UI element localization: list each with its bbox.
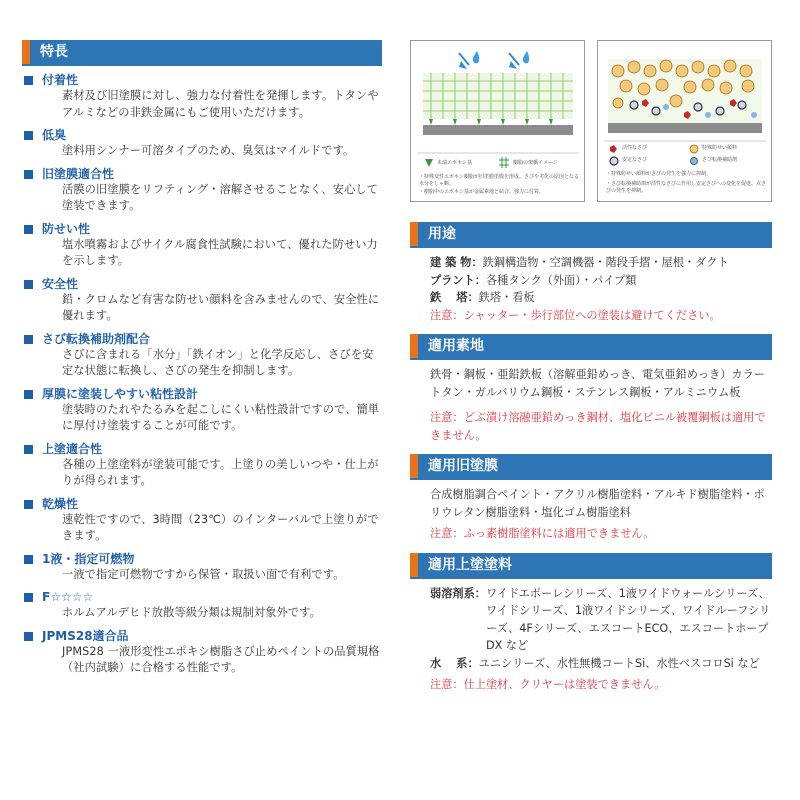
figures-row	[410, 40, 772, 202]
substrate-header	[410, 334, 772, 360]
feature-title	[22, 331, 382, 347]
square-bullet-icon	[24, 555, 33, 564]
feature-title	[22, 441, 382, 457]
topcoat-header	[410, 553, 772, 579]
feature-title-text: 旧塗膜適合性	[42, 166, 115, 181]
feature-title-text: 乾燥性	[42, 496, 79, 511]
usage-label: 建 築 物：	[430, 256, 483, 269]
square-bullet-icon	[24, 131, 33, 140]
feature-description: JPMS28 一液形変性エポキシ樹脂さび止めペイントの品質規格（社内試験）に合格する性能です。	[62, 644, 380, 674]
features-column	[22, 40, 382, 677]
feature-title-text: 厚膜に塗装しやすい粘性設計	[42, 386, 199, 401]
features-list	[22, 72, 382, 677]
topcoat-text: ユニシリーズ、水性無機コートSi、水性ベスコロSi など	[478, 656, 760, 670]
usage-note: 注意：シャッター・歩行部位への塗装は避けてください。	[430, 308, 721, 322]
header-accent	[22, 40, 30, 64]
feature-description: さびに含まれる「水分」「鉄イオン」と化学反応し、さびを安定な状態に転換し、さびの発生を抑制します。	[62, 347, 374, 377]
square-bullet-icon	[24, 445, 33, 454]
legend-pigment-label: 特殊防せい顔料	[702, 145, 738, 151]
feature-item	[22, 441, 382, 490]
feature-title-text: 1液・指定可燃物	[42, 551, 135, 566]
epoxy-anchor-points	[429, 119, 553, 125]
old-coating-body	[410, 480, 772, 543]
substrate-section	[410, 334, 772, 444]
usage-row	[430, 254, 772, 272]
rust-inhibition-figure	[597, 40, 772, 202]
old-coating-header-title: 適用旧塗膜	[418, 454, 772, 478]
metal-substrate	[608, 123, 762, 133]
topcoat-header-title: 適用上塗塗料	[418, 553, 772, 577]
feature-description: 速乾性ですので、3時間（23℃）のインターバルで上塗りができます。	[62, 512, 379, 542]
resin-crosslink-figure	[410, 40, 585, 202]
feature-item	[22, 628, 382, 677]
feature-description: 各種の上塗塗料が塗装可能です。上塗りの美しいつや・仕上がりが得られます。	[62, 457, 379, 487]
legend-active-rust-label: 活性なさび	[622, 145, 648, 151]
features-header	[22, 40, 382, 66]
feature-description: 塗料用シンナー可溶タイプのため、臭気はマイルドです。	[62, 144, 355, 157]
feature-description: 素材及び旧塗膜に対し、強力な付着性を発揮します。トタンやアルミなどの非鉄金属にもご使用いただけます。	[62, 89, 379, 119]
usage-text: 鉄鋼構造物・空調機器・階段手摺・屋根・ダクト	[482, 256, 729, 269]
topcoat-section	[410, 553, 772, 694]
feature-item	[22, 589, 382, 622]
figure2-note-2: ・さび転換補助剤が活性なさびに作用し安定さびへの変化を促進。点さびの発生を抑制。	[606, 181, 767, 194]
square-bullet-icon	[24, 632, 33, 641]
figure1-note-1: ・特殊変性エポキシ樹脂が旧塗膜塗膜を形成。さびや劣化の原因となる水分をしゃ断。	[419, 174, 579, 187]
usage-row	[430, 272, 772, 290]
usage-label: プラント：	[430, 273, 486, 287]
feature-item	[22, 221, 382, 270]
features-header-title: 特長	[30, 40, 382, 64]
legend-epoxy-label: 未端エポキシ基	[437, 160, 472, 166]
usage-header	[410, 222, 772, 248]
topcoat-row	[430, 585, 772, 655]
feature-description: 塩水噴霧およびサイクル腐食性試験において、優れた防せい力を示します。	[62, 237, 378, 267]
feature-title	[22, 551, 382, 567]
feature-item	[22, 551, 382, 584]
legend-stable-rust-label: 安定なさび	[622, 157, 648, 163]
usage-header-title: 用途	[418, 222, 772, 246]
topcoat-label: 水 系：	[430, 656, 479, 670]
topcoat-note: 注意：仕上塗材、クリヤーは塗装できません。	[430, 678, 666, 691]
square-bullet-icon	[24, 390, 33, 399]
feature-title	[22, 496, 382, 512]
legend-agent-label: さび転換補助剤	[702, 157, 738, 163]
pigment-legend-icon	[690, 145, 698, 153]
old-coating-note: 注意：ふっ素樹脂塗料には適用できません。	[430, 527, 655, 540]
agent-legend-icon	[691, 158, 698, 165]
substrate-body	[410, 360, 772, 444]
feature-title-text: JPMS28適合品	[42, 628, 129, 643]
usage-body	[410, 248, 772, 324]
substrate-header-title: 適用素地	[418, 334, 772, 358]
usage-section	[410, 222, 772, 324]
feature-title-text: 付着性	[42, 73, 79, 87]
feature-description: 鉛・クロムなど有害な防せい顔料を含みませんので、安全性に優れます。	[62, 292, 380, 322]
feature-item	[22, 127, 382, 160]
feature-title	[22, 166, 382, 182]
old-coating-header	[410, 454, 772, 480]
feature-title-text: さび転換補助剤配合	[42, 331, 151, 346]
feature-title-text: 防せい性	[42, 221, 91, 236]
square-bullet-icon	[24, 593, 33, 602]
usage-row	[430, 289, 772, 307]
figure2-note-1: ・特殊防せい顔料がさびの発生を強力に抑制。	[606, 171, 712, 177]
substrate-text: 鉄骨・鋼板・亜鉛鉄板（溶解亜鉛めっき、電気亜鉛めっき）カラートタン・ガルバリウム鋼板・ステンレス鋼板・アルミニウム板	[430, 368, 765, 399]
legend-mesh-label: 樹脂の架橋イメージ	[513, 160, 558, 166]
feature-title-text: 上塗適合性	[42, 441, 103, 456]
feature-title	[22, 589, 382, 605]
feature-description: 活膜の旧塗膜をリフティング・溶解させることなく、安心して塗装できます。	[62, 182, 379, 212]
feature-description: 一液で指定可燃物ですから保管・取扱い面で有利です。	[62, 567, 345, 581]
feature-item	[22, 276, 382, 325]
topcoat-label: 弱溶剤系：	[430, 586, 486, 600]
square-bullet-icon	[24, 225, 33, 234]
old-coating-section	[410, 454, 772, 543]
feature-title-text: F☆☆☆☆	[42, 590, 94, 604]
stable-rust-legend-icon	[610, 157, 618, 165]
topcoat-row	[430, 655, 772, 673]
water-drop-icon-left	[459, 51, 479, 69]
feature-item	[22, 331, 382, 380]
feature-title-text: 安全性	[42, 276, 79, 291]
feature-title	[22, 628, 382, 644]
feature-title	[22, 386, 382, 402]
square-bullet-icon	[24, 76, 33, 85]
square-bullet-icon	[24, 280, 33, 289]
feature-item	[22, 386, 382, 435]
substrate-note: 注意：どぶ漬け溶融亜鉛めっき鋼材、塩化ビニル被覆鋼板は適用できません。	[430, 411, 766, 442]
metal-substrate	[423, 125, 573, 135]
feature-title	[22, 276, 382, 292]
feature-item	[22, 166, 382, 215]
feature-description: ホルムアルデヒド放散等級分類は規制対象外です。	[62, 606, 321, 619]
usage-label: 鉄 塔：	[430, 291, 479, 304]
epoxy-legend-icon	[425, 159, 433, 167]
topcoat-body	[410, 579, 772, 694]
square-bullet-icon	[24, 335, 33, 344]
water-drop-icon-right	[509, 51, 529, 69]
mesh-legend-icon	[499, 157, 509, 168]
active-rust-legend-icon	[610, 145, 617, 153]
usage-text: 各種タンク（外面）・パイプ類	[485, 273, 637, 287]
feature-item	[22, 72, 382, 121]
feature-title	[22, 127, 382, 143]
usage-text: 鉄塔・看板	[478, 291, 535, 304]
feature-description: 塗装時のたれやたるみを起こしにくい粘性設計ですので、簡単に厚付け塗装することが可能です。	[62, 402, 380, 432]
figure1-note-2: ・樹脂中のエポキシ基が金属素地と結合。強力に付着。	[419, 189, 544, 195]
topcoat-text: ワイドエポーレシリーズ、1液ワイドウォールシリーズ、ワイドシリーズ、1液ワイドシリーズ、ワイドルーフシリーズ、4Fシリーズ、エスコートECO、エスコートホープDX など	[485, 586, 771, 652]
feature-title	[22, 72, 382, 88]
old-coating-text: 合成樹脂調合ペイント・アクリル樹脂塗料・アルキド樹脂塗料・ポリウレタン樹脂塗料・塩化ゴム樹脂塗料	[430, 488, 765, 519]
square-bullet-icon	[24, 500, 33, 509]
square-bullet-icon	[24, 170, 33, 179]
details-column	[410, 40, 772, 694]
feature-title	[22, 221, 382, 237]
feature-item	[22, 496, 382, 545]
feature-title-text: 低臭	[42, 128, 67, 142]
coating-layer	[423, 73, 573, 119]
